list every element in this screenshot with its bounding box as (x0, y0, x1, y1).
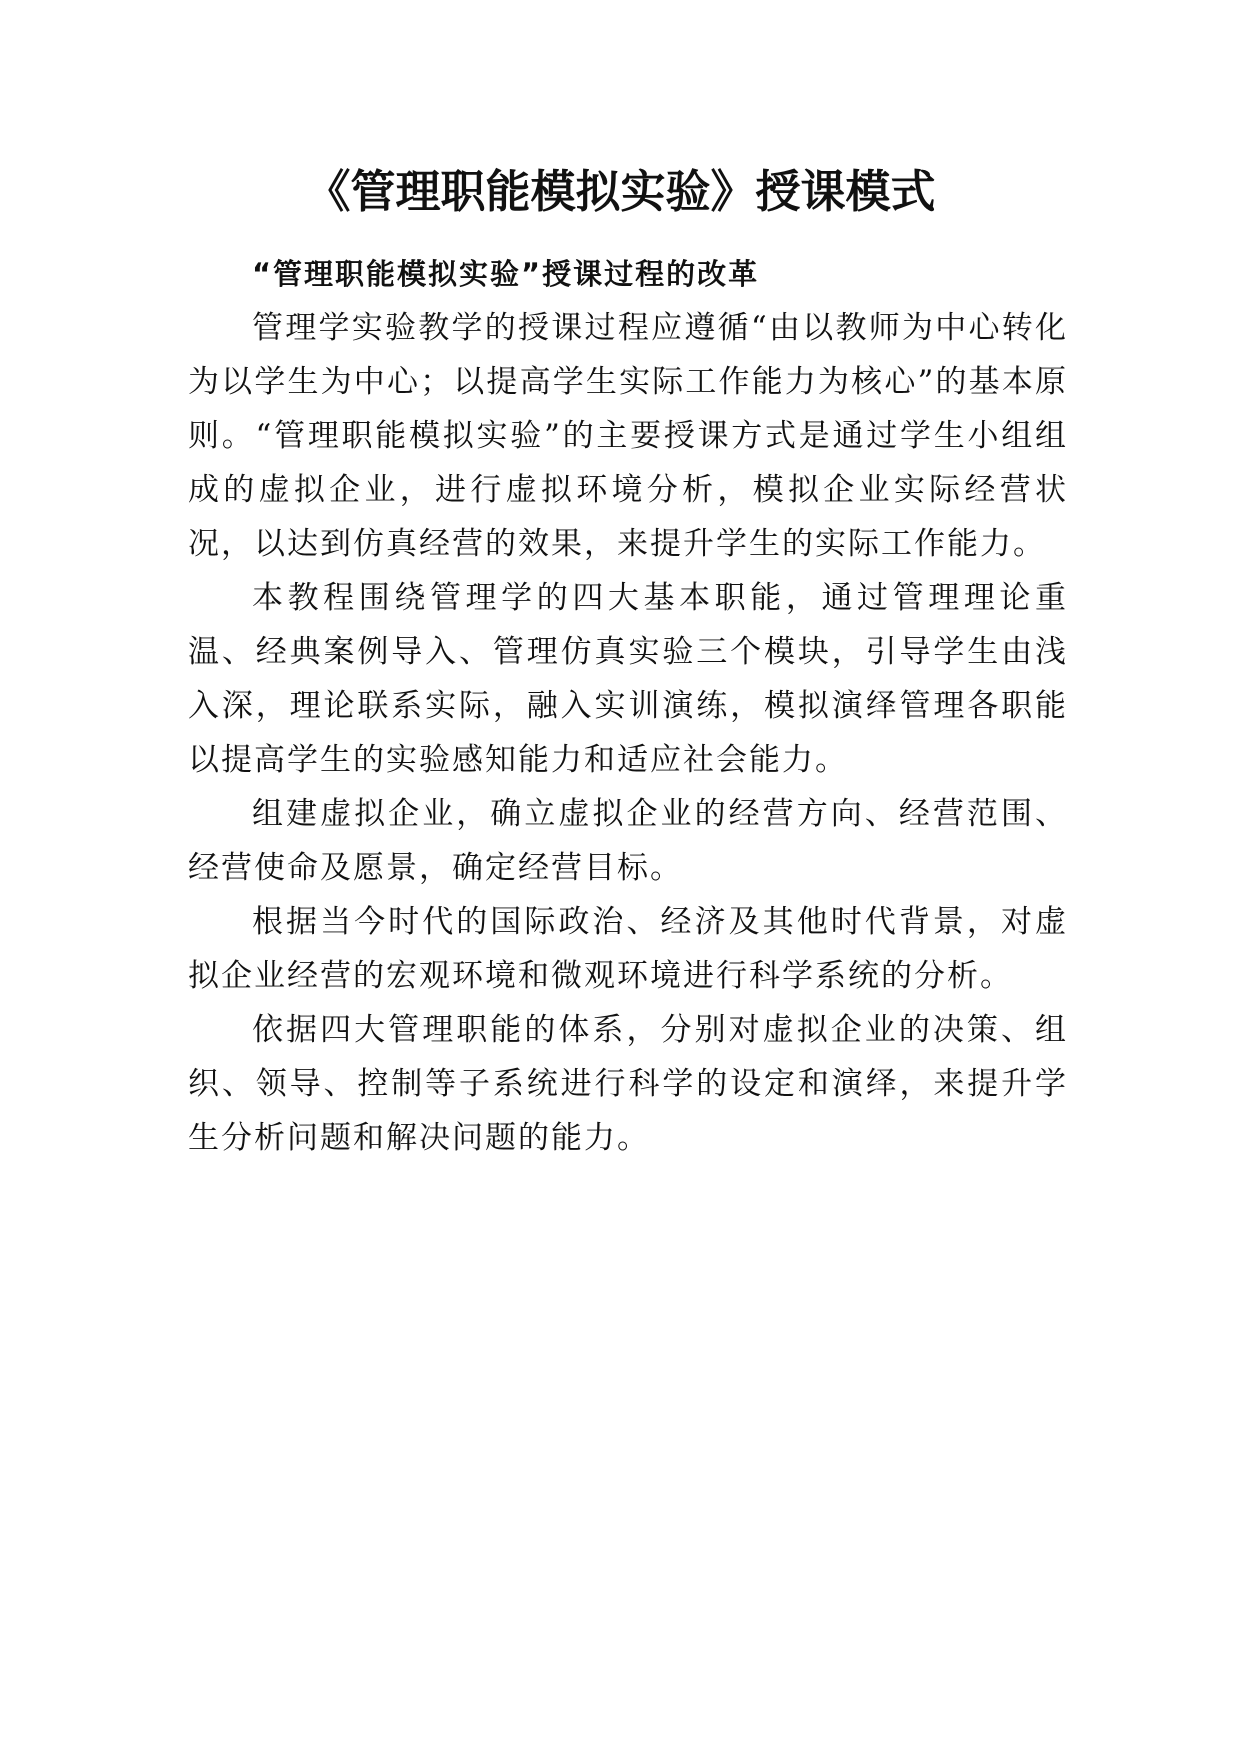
paragraph-4: 根据当今时代的国际政治、经济及其他时代背景，对虚拟企业经营的宏观环境和微观环境进行科学系统的分析。 (188, 904, 1068, 994)
paragraph-2: 本教程围绕管理学的四大基本职能，通过管理理论重温、经典案例导入、管理仿真实验三个模块，引导学生由浅入深，理论联系实际，融入实训演练，模拟演绎管理各职能以提高学生的实验感知能力和适应社会能力。 (188, 580, 1068, 778)
document-body (188, 247, 1068, 1165)
paragraph-3: 组建虚拟企业，确立虚拟企业的经营方向、经营范围、经营使命及愿景，确定经营目标。 (188, 796, 1068, 886)
paragraph-1: 管理学实验教学的授课过程应遵循“由以教师为中心转化为以学生为中心；以提高学生实际工作能力为核心”的基本原则。“管理职能模拟实验”的主要授课方式是通过学生小组组成的虚拟企业，进行虚拟环境分析，模拟企业实际经营状况，以达到仿真经营的效果，来提升学生的实际工作能力。 (188, 310, 1068, 562)
paragraph-5: 依据四大管理职能的体系，分别对虚拟企业的决策、组织、领导、控制等子系统进行科学的设定和演绎，来提升学生分析问题和解决问题的能力。 (188, 1012, 1068, 1156)
document-title: 《管理职能模拟实验》授课模式 (305, 165, 936, 218)
section-heading: “管理职能模拟实验”授课过程的改革 (252, 257, 760, 291)
